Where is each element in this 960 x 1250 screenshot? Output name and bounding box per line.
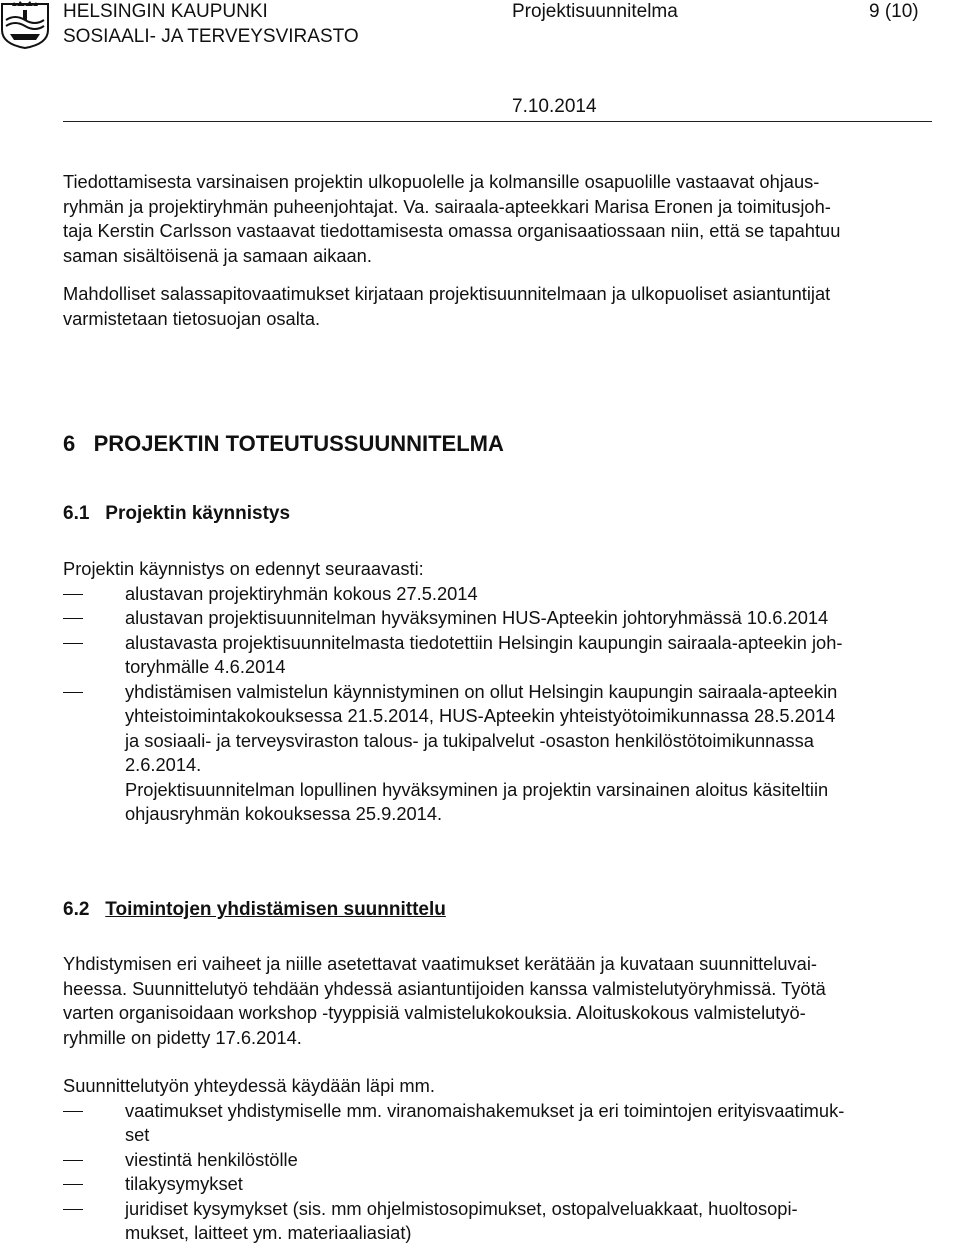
header-document-title: Projektisuunnitelma bbox=[512, 1, 678, 22]
section-title: PROJEKTIN TOTEUTUSSUUNNITELMA bbox=[93, 431, 504, 456]
section-number: 6.2 bbox=[63, 899, 90, 920]
list-item: alustavan projektisuunnitelman hyväksyminen HUS-Apteekin johtoryhmässä 10.6.2014 bbox=[125, 607, 829, 628]
section-6-1-body bbox=[63, 557, 933, 827]
list-item: viestintä henkilöstölle bbox=[125, 1148, 298, 1170]
text-line: Mahdolliset salassapitovaatimukset kirjataan projektisuunnitelmaan ja ulkopuoliset asiantuntijat bbox=[63, 283, 831, 304]
section-title: Projektin käynnistys bbox=[105, 503, 291, 524]
list-item: alustavan projektiryhmän kokous 27.5.2014 bbox=[125, 582, 478, 604]
section-6-2-body bbox=[63, 952, 933, 1246]
section-6-1-heading bbox=[63, 503, 290, 525]
paragraph-confidentiality bbox=[63, 282, 933, 331]
header-department: SOSIAALI- JA TERVEYSVIRASTO bbox=[63, 26, 359, 47]
text-line: saman sisältöisenä ja samaan aikaan. bbox=[63, 244, 372, 266]
intro-text bbox=[63, 170, 933, 331]
list-item: tilakysymykset bbox=[125, 1173, 243, 1194]
header-page-number: 9 (10) bbox=[869, 1, 919, 22]
list-item: vaatimukset yhdistymiselle mm. viranomaishakemukset ja eri toimintojen erityisvaatimuk- set bbox=[125, 1099, 845, 1145]
list-item: juridiset kysymykset (sis. mm ohjelmistosopimukset, ostopalveluakkaat, huoltosopi- mukset, laitteet ym. materiaaliasiat) bbox=[125, 1197, 798, 1243]
helsinki-crest-logo bbox=[0, 0, 50, 50]
followup-text: Projektisuunnitelman lopullinen hyväksyminen ja projektin varsinainen aloitus käsiteltiin ohjausryhmän kokouksessa 25.9.2014. bbox=[125, 778, 829, 824]
lead-text: Projektin käynnistys on edennyt seuraavasti: bbox=[63, 558, 424, 579]
header-date: 7.10.2014 bbox=[512, 96, 597, 117]
header-organization: HELSINGIN KAUPUNKI bbox=[63, 1, 268, 22]
planning-topics-list bbox=[63, 1099, 933, 1246]
startup-list bbox=[63, 582, 933, 778]
lead-text: Suunnittelutyön yhteydessä käydään läpi mm. bbox=[63, 1075, 435, 1096]
section-6-heading bbox=[63, 431, 504, 457]
text-line: ryhmän ja projektiryhmän puheenjohtajat. Va. sairaala-apteekkari Marisa Eronen ja toimitusjoh- bbox=[63, 195, 831, 217]
paragraph-planning: Yhdistymisen eri vaiheet ja niille asetettavat vaatimukset kerätään ja kuvataan suunnitteluvai- heessa. Suunnittelutyö tehdään yhdessä asiantuntijoiden kanssa valmistelutyöryhmissä. Työtä varten organisoidaan workshop -tyyppisiä valmistelukokouksia. Aloituskokous valmistelutyö- ryhmille on pidetty 17.6.2014. bbox=[63, 953, 826, 1048]
header-divider bbox=[63, 121, 932, 122]
text-line: taja Kerstin Carlsson vastaavat tiedottamisesta omassa organisaatiossaan niin, että se tapahtuu bbox=[63, 220, 841, 241]
section-6-2-heading bbox=[63, 899, 446, 921]
section-number: 6 bbox=[63, 431, 76, 456]
section-title: Toimintojen yhdistämisen suunnittelu bbox=[105, 899, 446, 920]
section-number: 6.1 bbox=[63, 503, 90, 524]
text-line: varmistetaan tietosuojan osalta. bbox=[63, 307, 321, 329]
text-line: Tiedottamisesta varsinaisen projektin ulkopuolelle ja kolmansille osapuolille vastaavat ohjaus- bbox=[63, 171, 820, 192]
list-item: yhdistämisen valmistelun käynnistyminen on ollut Helsingin kaupungin sairaala-apteekin yhteistoimintakokouksessa 21.5.2014, HUS-Apteekin yhteistyötoimikunnassa 28.5.2014 ja sosiaali- ja terveysviraston talous- ja tukipalvelut -osaston henkilöstötoimikunnassa 2.6.2014. bbox=[125, 680, 838, 775]
spacer bbox=[63, 1050, 933, 1074]
paragraph-communication bbox=[63, 170, 933, 268]
list-item: alustavasta projektisuunnitelmasta tiedotettiin Helsingin kaupungin sairaala-apteekin joh- toryhmälle 4.6.2014 bbox=[125, 631, 843, 677]
